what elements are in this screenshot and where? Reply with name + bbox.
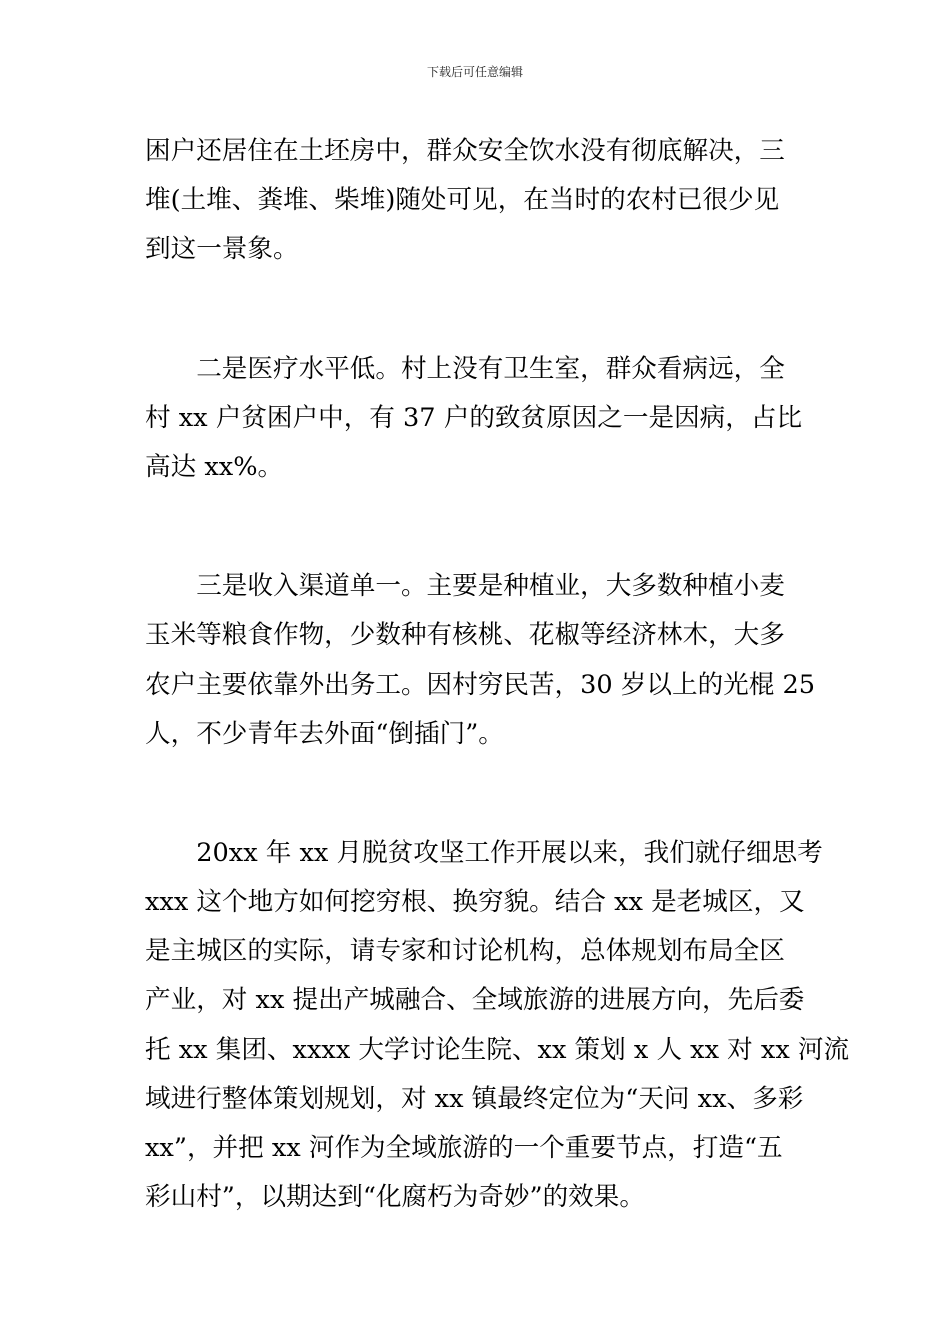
text-line: 人，不少青年去外面“倒插门”。	[145, 718, 504, 749]
text-line: 产业，对 xx 提出产城融合、全域旅游的进展方向，先后委	[145, 985, 805, 1016]
text-line: 20xx 年 xx 月脱贫攻坚工作开展以来，我们就仔细思考	[145, 837, 823, 868]
text-line: xxx 这个地方如何挖穷根、换穷貌。结合 xx 是老城区，又	[145, 887, 805, 918]
paragraph-spacer	[145, 275, 809, 345]
text-line: 托 xx 集团、xxxx 大学讨论生院、xx 策划 x 人 xx 对 xx 河流	[145, 1034, 850, 1065]
text-line: 高达 xx%。	[145, 451, 284, 482]
text-line: xx”，并把 xx 河作为全域旅游的一个重要节点，打造“五	[145, 1133, 783, 1163]
text-line: 是主城区的实际，请专家和讨论机构，总体规划布局全区	[145, 936, 785, 967]
text-line: 困户还居住在土坯房中，群众安全饮水没有彻底解决，三	[145, 136, 785, 166]
paragraph-3	[145, 562, 816, 759]
text-line: 村 xx 户贫困户中，有 37 户的致贫原因之一是因病，占比	[145, 402, 803, 433]
text-line: 到这一景象。	[145, 234, 299, 265]
text-line: 农户主要依靠外出务工。因村穷民苦，30 岁以上的光棍 25	[145, 669, 816, 700]
paragraph-spacer	[145, 759, 809, 829]
text-line: 玉米等粮食作物，少数种有核桃、花椒等经济林木，大多	[145, 620, 785, 651]
page-header: 下载后可任意编辑	[426, 65, 523, 79]
text-line: 三是收入渠道单一。主要是种植业，大多数种植小麦	[145, 571, 785, 602]
paragraph-2	[145, 345, 809, 493]
text-line: 域进行整体策划规划，对 xx 镇最终定位为“天问 xx、多彩	[145, 1083, 804, 1114]
text-line: 二是医疗水平低。村上没有卫生室，群众看病远，全	[145, 353, 785, 384]
paragraph-1	[145, 127, 809, 275]
text-line: 彩山村”，以期达到“化腐朽为奇妙”的效果。	[145, 1182, 645, 1213]
paragraph-4	[145, 829, 850, 1223]
paragraph-spacer	[145, 492, 809, 562]
document-body	[145, 127, 850, 1222]
text-line: 堆(土堆、粪堆、柴堆)随处可见，在当时的农村已很少见	[145, 185, 780, 216]
